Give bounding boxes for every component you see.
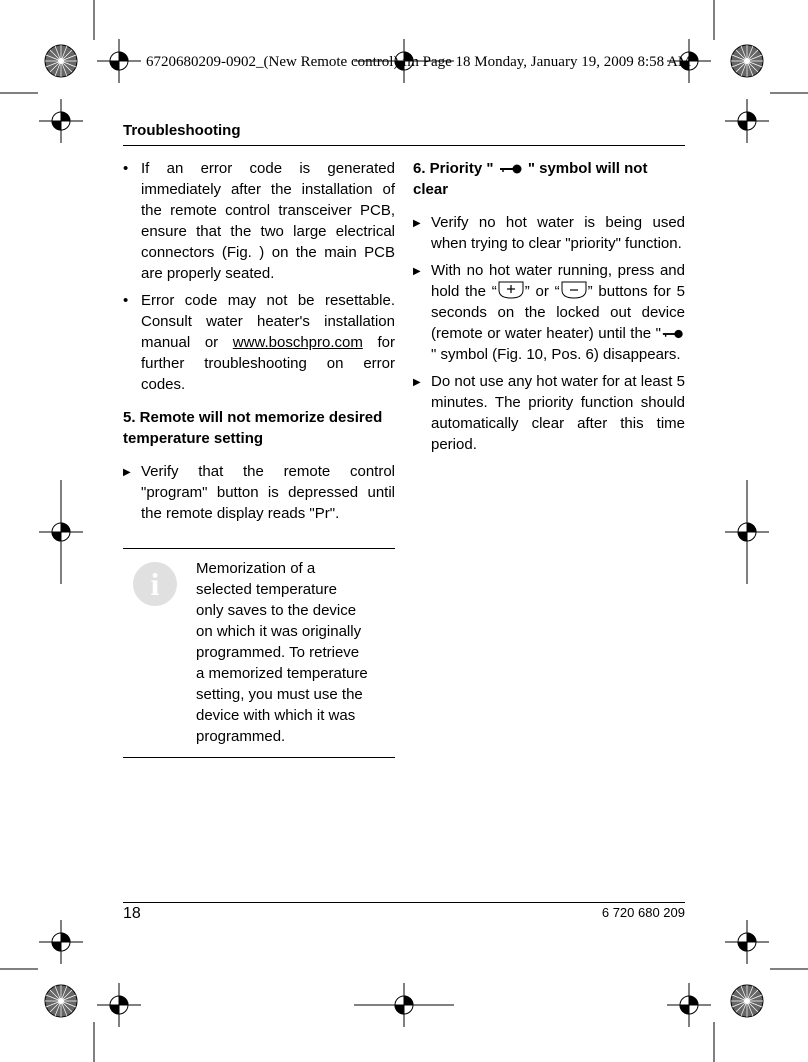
step-arrow-icon: ▶ bbox=[413, 218, 421, 229]
press-hold-text-a: With no hot water running, press and hold the “ bbox=[431, 262, 685, 300]
page-number: 18 bbox=[123, 905, 141, 922]
boschpro-link[interactable]: www.boschpro.com bbox=[232, 334, 363, 351]
list-item bbox=[123, 461, 395, 524]
heading-section-6 bbox=[413, 158, 685, 200]
error-code-install-text: If an error code is generated immediately after the installation of the remote control transceiver PCB, ensure that the two large electrical connectors (Fig. ) on the main PCB are properly seated. bbox=[141, 160, 395, 282]
step-arrow-icon: ▶ bbox=[123, 467, 131, 478]
bullet-dot-icon: • bbox=[123, 160, 129, 177]
list-item bbox=[123, 290, 395, 395]
heading-section-5: 5. Remote will not memorize desired temperature setting bbox=[123, 409, 383, 447]
info-note bbox=[123, 548, 395, 758]
verify-program-text: Verify that the remote control "program" button is depressed until the remote display reads "Pr". bbox=[141, 463, 395, 522]
header-rule bbox=[123, 145, 685, 146]
step-arrow-icon: ▶ bbox=[413, 266, 421, 277]
list-item bbox=[413, 212, 685, 254]
step-arrow-icon: ▶ bbox=[413, 377, 421, 388]
left-column bbox=[123, 158, 395, 758]
document-number: 6 720 680 209 bbox=[601, 905, 685, 920]
list-item bbox=[413, 371, 685, 455]
heading-6-start: 6. Priority " bbox=[413, 160, 494, 177]
note-text: Memorization of a selected temperature only saves to the device on which it was originally programmed. To retrieve a memorized temperature setting, you must use the device with which it was programmed. bbox=[196, 560, 368, 745]
key-icon bbox=[661, 328, 685, 340]
list-item bbox=[123, 158, 395, 284]
minus-button-icon bbox=[560, 281, 588, 299]
heading-6-end: " symbol will not clear bbox=[413, 160, 648, 198]
bullet-dot-icon: • bbox=[123, 292, 129, 309]
press-hold-text-d: " symbol (Fig. 10, Pos. 6) disappears. bbox=[431, 346, 681, 363]
key-icon bbox=[498, 163, 524, 175]
file-info-slug: 6720680209-0902_(New Remote control).fm Page 18 Monday, January 19, 2009 8:58 AM bbox=[146, 54, 692, 70]
info-icon: i bbox=[133, 562, 177, 606]
section-title: Troubleshooting bbox=[123, 122, 241, 139]
list-item bbox=[413, 260, 685, 365]
press-hold-text-b: ” or “ bbox=[524, 283, 560, 300]
press-hold-text-c: ” buttons for 5 seconds on the locked out device (remote or water heater) until the " bbox=[431, 283, 685, 342]
footer-rule bbox=[123, 902, 685, 903]
wait-five-minutes-text: Do not use any hot water for at least 5 minutes. The priority function should automatically clear after this time period. bbox=[431, 373, 685, 453]
error-reset-text-start: Error code may not be resettable. Consult water heater's installation manual or bbox=[141, 292, 395, 351]
verify-no-hot-water-text: Verify no hot water is being used when trying to clear "priority" function. bbox=[431, 214, 685, 252]
plus-button-icon bbox=[497, 281, 525, 299]
error-reset-text-end: for further troubleshooting on error codes. bbox=[141, 334, 395, 393]
right-column bbox=[413, 158, 685, 461]
